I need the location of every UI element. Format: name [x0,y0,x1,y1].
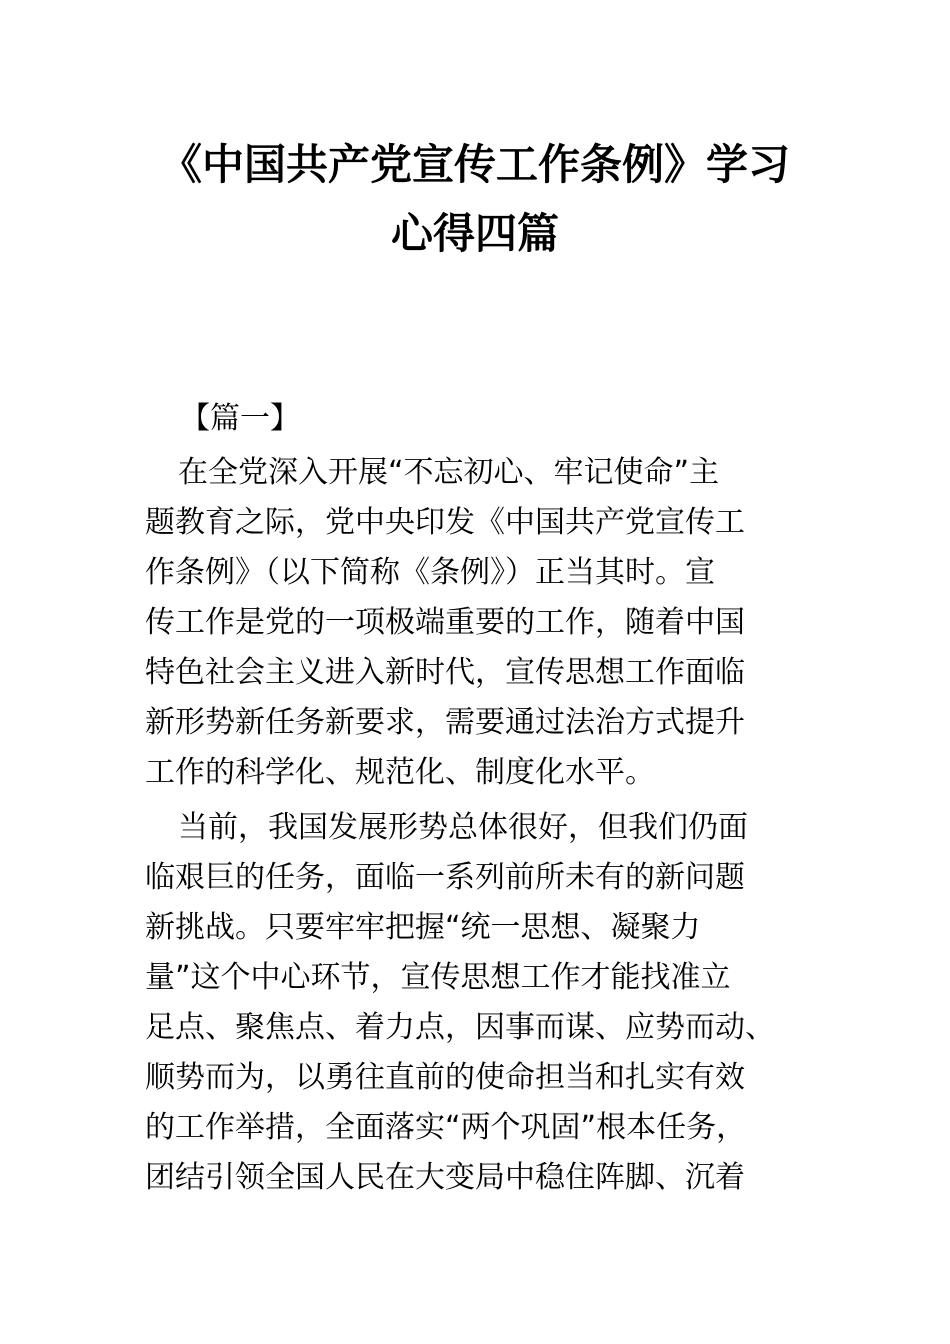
paragraph-line: 量”这个中心环节，宣传思想工作才能找准立 [145,960,731,995]
paragraph-line: 在全党深入开展“不忘初心、牢记使命”主 [178,455,720,490]
paragraph-line: 临艰巨的任务，面临一系列前所未有的新问题 [145,860,745,895]
paragraph-line: 题教育之际，党中央印发《中国共产党宣传工 [145,505,745,540]
paragraph-line: 的工作举措，全面落实“两个巩固”根本任务， [145,1110,747,1145]
section-heading: 【篇一】 [180,401,300,436]
document-title-line-1: 《中国共产党宣传工作条例》学习 [159,140,790,189]
document-title-line-2: 心得四篇 [390,209,559,258]
paragraph-line: 作条例》（以下简称《条例》）正当其时。宣 [145,555,715,590]
paragraph-line: 新挑战。只要牢牢把握“统一思想、凝聚力 [145,910,701,945]
paragraph-line: 特色社会主义进入新时代，宣传思想工作面临 [145,655,745,690]
paragraph-line: 团结引领全国人民在大变局中稳住阵脚、沉着 [145,1160,745,1195]
paragraph-line: 工作的科学化、规范化、制度化水平。 [145,755,655,790]
paragraph-line: 顺势而为，以勇往直前的使命担当和扎实有效 [145,1060,745,1095]
paragraph-line: 足点、聚焦点、着力点，因事而谋、应势而动、 [145,1010,775,1045]
paragraph-line: 新形势新任务新要求，需要通过法治方式提升 [145,705,745,740]
paragraph-line: 传工作是党的一项极端重要的工作，随着中国 [145,605,745,640]
paragraph-line: 当前，我国发展形势总体很好，但我们仍面 [178,810,748,845]
